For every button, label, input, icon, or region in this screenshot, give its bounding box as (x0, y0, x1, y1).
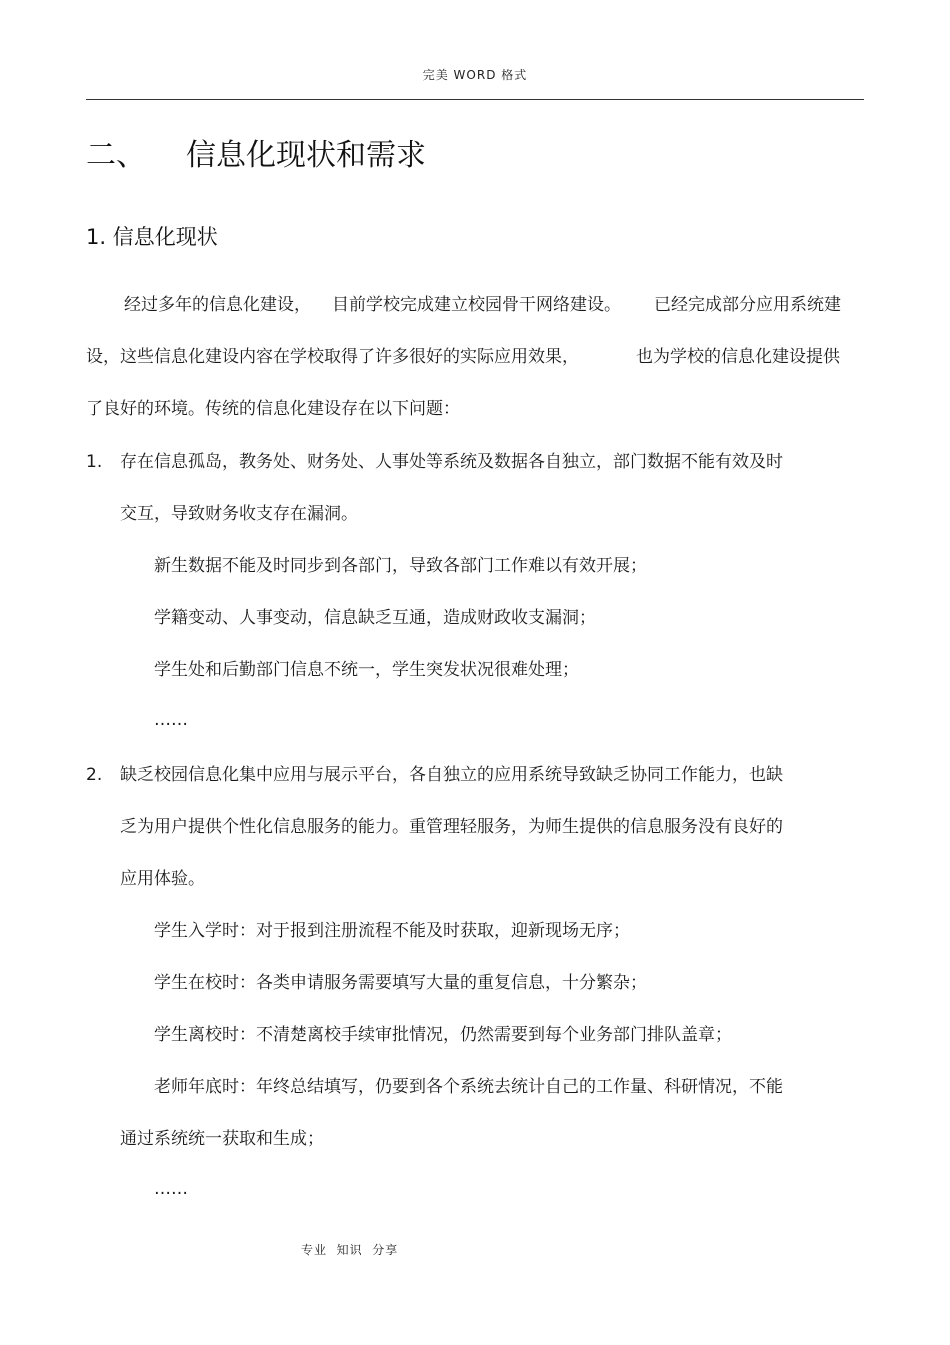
subsection-heading: 1. 信息化现状 (86, 225, 218, 249)
section-title: 信息化现状和需求 (186, 138, 426, 173)
list-item-2-number: 2. (86, 765, 103, 785)
intro-line-1a: 经过多年的信息化建设， (124, 295, 311, 315)
list-item-2-line-3: 应用体验。 (120, 869, 205, 889)
section-heading (86, 130, 426, 174)
page-footer: 专业 知识 分享 (301, 1243, 399, 1257)
list-item-2-sub-3: 学生离校时：不清楚离校手续审批情况，仍然需要到每个业务部门排队盖章； (154, 1025, 732, 1045)
section-number: 二、 (86, 138, 146, 173)
intro-line-2a: 设，这些信息化建设内容在学校取得了许多很好的实际应用效果， (86, 347, 579, 367)
list-item-1-line-2: 交互，导致财务收支存在漏洞。 (120, 504, 358, 524)
list-item-2-line-1: 缺乏校园信息化集中应用与展示平台，各自独立的应用系统导致缺乏协同工作能力，也缺 (120, 765, 783, 785)
header-divider (86, 99, 864, 100)
list-item-2-sub-4: 老师年底时：年终总结填写，仍要到各个系统去统计自己的工作量、科研情况，不能 (154, 1077, 783, 1097)
page-header: 完美 WORD 格式 (422, 68, 528, 82)
intro-line-1c: 已经完成部分应用系统建 (654, 295, 841, 315)
list-item-2-sub-2: 学生在校时：各类申请服务需要填写大量的重复信息，十分繁杂； (154, 973, 647, 993)
list-item-1-sub-1: 新生数据不能及时同步到各部门，导致各部门工作难以有效开展； (154, 556, 647, 576)
intro-line-1b: 目前学校完成建立校园骨干网络建设。 (332, 295, 621, 315)
list-item-1-sub-2: 学籍变动、人事变动，信息缺乏互通，造成财政收支漏洞； (154, 608, 596, 628)
list-item-2-sub-1: 学生入学时：对于报到注册流程不能及时获取，迎新现场无序； (154, 921, 630, 941)
list-item-1-sub-3: 学生处和后勤部门信息不统一，学生突发状况很难处理； (154, 660, 579, 680)
list-item-2-ellipsis: …… (154, 1179, 188, 1199)
list-item-2-line-2: 乏为用户提供个性化信息服务的能力。重管理轻服务，为师生提供的信息服务没有良好的 (120, 817, 783, 837)
intro-line-2b: 也为学校的信息化建设提供 (636, 347, 840, 367)
list-item-2-sub-4-cont: 通过系统统一获取和生成； (120, 1129, 324, 1149)
intro-line-3: 了良好的环境。传统的信息化建设存在以下问题： (86, 399, 460, 419)
list-item-1-number: 1. (86, 452, 103, 472)
list-item-1-line-1: 存在信息孤岛，教务处、财务处、人事处等系统及数据各自独立，部门数据不能有效及时 (120, 452, 783, 472)
list-item-1-ellipsis: …… (154, 710, 188, 730)
